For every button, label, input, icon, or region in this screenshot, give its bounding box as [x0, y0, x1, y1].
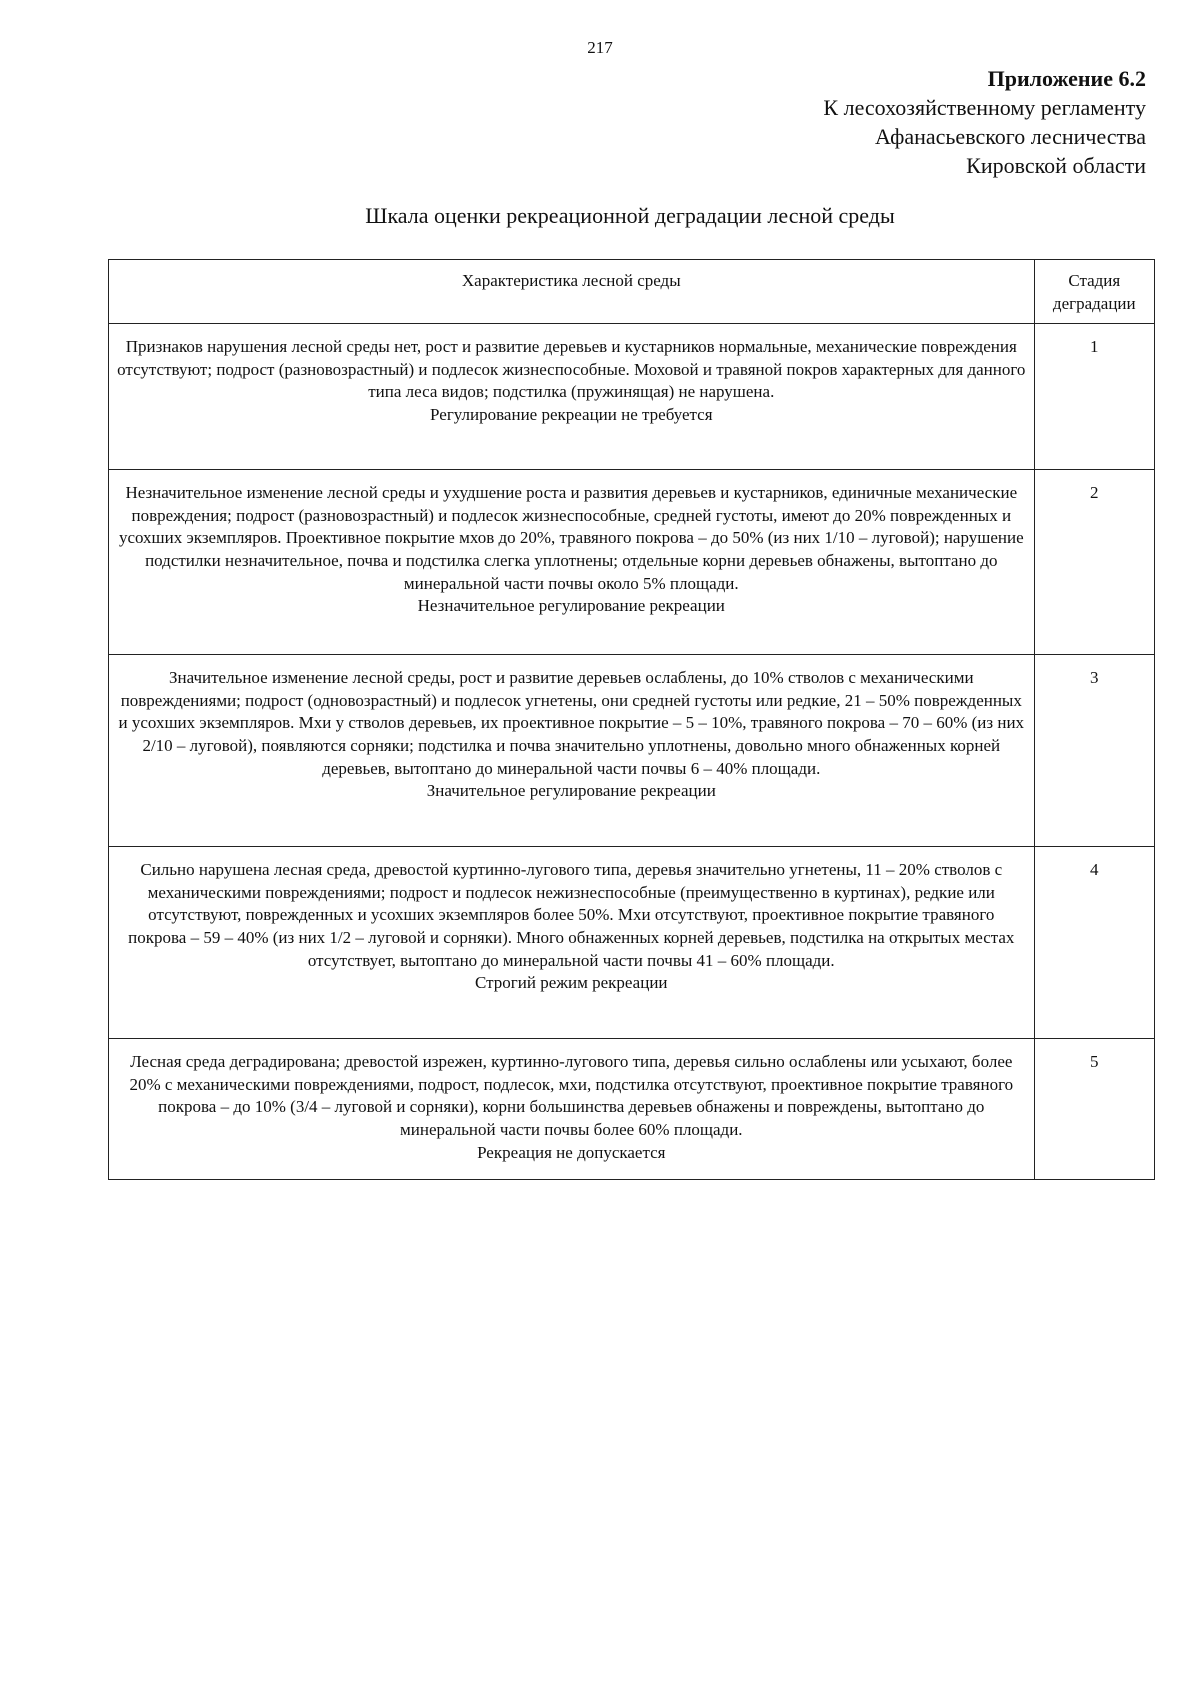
row-description: Незначительное изменение лесной среды и ухудшение роста и развития деревьев и кустарников, единичные механические повреждения; подрост (разновозрастный) и подлесок жизнеспособные, средней густоты, имеют до 20% поврежденных и усохших экземпляров. Проективное покрытие мхов до 20%, травяного покрова – до 50% (из них 1/10 – луговой); нарушение подстилки незначительное, почва и подстилка слегка уплотнены; отдельные корни деревьев обнажены, вытоптано до минеральной части почвы около 5% площади.	[118, 483, 1024, 593]
header-stage	[1034, 260, 1154, 324]
page-number: 217	[587, 38, 613, 57]
row-description-cell	[109, 1039, 1035, 1180]
row-description: Лесная среда деградирована; древостой изрежен, куртинно-лугового типа, деревья сильно ослаблены или усыхают, более 20% с механическими повреждениями, подрост, подлесок, мхи, подстилка отсутствуют, проективное покрытие травяного покрова – до 10% (3/4 – луговой и сорняки), корни большинства деревьев обнажены и повреждены, вытоптано до минеральной части почвы более 60% площади.	[129, 1052, 1014, 1139]
appendix-line: Афанасьевского лесничества	[875, 124, 1146, 149]
row-regulation: Строгий режим рекреации	[475, 973, 668, 993]
row-description-cell	[109, 324, 1035, 470]
row-stage: 1	[1034, 324, 1154, 470]
row-stage: 3	[1034, 655, 1154, 847]
row-regulation: Значительное регулирование рекреации	[426, 781, 716, 801]
row-description: Сильно нарушена лесная среда, древостой куртинно-лугового типа, деревья значительно угнетены, 11 – 20% стволов с механическими повреждениями; подрост и подлесок нежизнеспособные (преимущественно в куртинах), редкие или отсутствуют, поврежденных и усохших экземпляров более 50%. Мхи отсутствуют, проективное покрытие травяного покрова – 59 – 40% (из них 1/2 – луговой и сорняки). Много обнаженных корней деревьев, подстилка на открытых местах отсутствует, вытоптано до минеральной части почвы 41 – 60% площади.	[128, 860, 1015, 970]
degradation-scale-table	[108, 259, 1155, 1180]
header-characteristic: Характеристика лесной среды	[109, 260, 1035, 324]
document-title: Шкала оценки рекреационной деградации лесной среды	[365, 203, 895, 228]
appendix-title: Приложение 6.2	[987, 66, 1146, 91]
table-row	[109, 655, 1155, 847]
table-row	[109, 470, 1155, 655]
row-regulation: Рекреация не допускается	[477, 1142, 666, 1162]
header-stage-line: деградации	[1052, 293, 1136, 313]
row-description: Значительное изменение лесной среды, рост и развитие деревьев ослаблены, до 10% стволов с механическими повреждениями; подрост (одновозрастный) и подлесок угнетены, они средней густоты или редкие, 21 – 50% поврежденных и усохших экземпляров. Мхи у стволов деревьев, их проективное покрытие – 5 – 10%, травяного покрова – 70 – 60% (из них 2/10 – луговой), появляются сорняки; подстилка и почва значительно уплотнены, довольно много обнаженных корней деревьев, вытоптано до минеральной части почвы 6 – 40% площади.	[118, 668, 1025, 778]
row-stage: 2	[1034, 470, 1154, 655]
row-description-cell	[109, 470, 1035, 655]
row-stage: 4	[1034, 847, 1154, 1039]
row-description-cell	[109, 655, 1035, 847]
table-row	[109, 324, 1155, 470]
row-description-cell	[109, 847, 1035, 1039]
appendix-line: К лесохозяйственному регламенту	[823, 95, 1146, 120]
table-header-row	[109, 260, 1155, 324]
table-row	[109, 847, 1155, 1039]
row-description: Признаков нарушения лесной среды нет, рост и развитие деревьев и кустарников нормальные, механические повреждения отсутствуют; подрост (разновозрастный) и подлесок жизнеспособные. Моховой и травяной покров характерных для данного типа леса видов; подстилка (пружинящая) не нарушена.	[117, 337, 1026, 402]
appendix-header	[823, 64, 1146, 180]
appendix-line: Кировской области	[966, 153, 1146, 178]
table-row	[109, 1039, 1155, 1180]
row-regulation: Регулирование рекреации не требуется	[430, 404, 713, 424]
row-stage: 5	[1034, 1039, 1154, 1180]
row-regulation: Незначительное регулирование рекреации	[417, 596, 725, 616]
header-stage-line: Стадия	[1068, 271, 1121, 290]
